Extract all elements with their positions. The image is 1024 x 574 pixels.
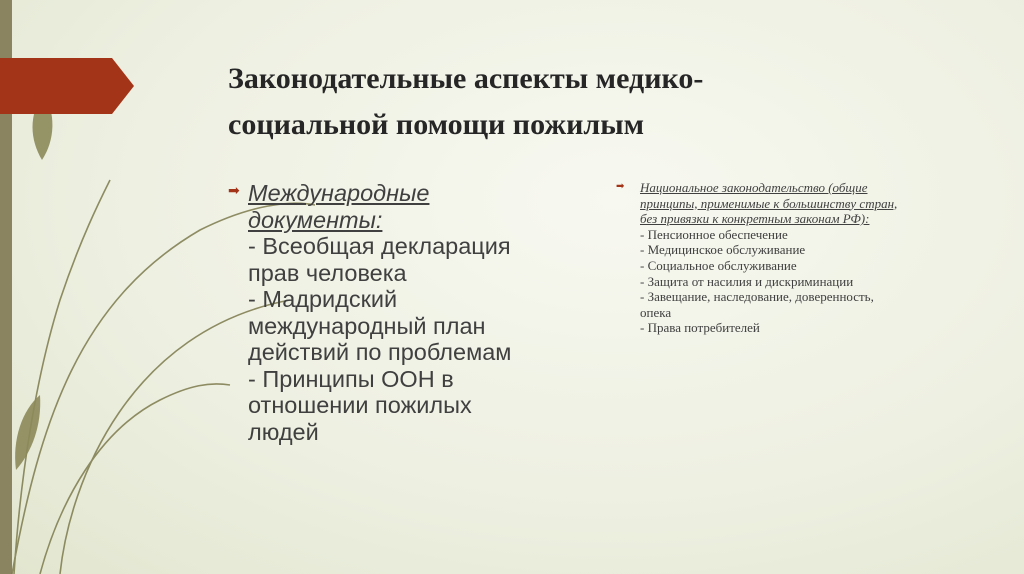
international-docs-heading (248, 180, 511, 233)
arrow-bullet-icon: ➡ (228, 184, 240, 199)
list-item: - Принципы ООН в (248, 365, 454, 392)
list-item: отношении пожилых (248, 392, 472, 418)
title-arrow-band (0, 58, 134, 114)
list-item: людей (248, 418, 319, 445)
heading-line: Национальное законодательство (общие (640, 180, 868, 195)
list-item: международный план (248, 312, 486, 339)
heading-line-2: документы: (248, 206, 383, 233)
list-item: - Защита от насилия и дискриминации (640, 273, 854, 289)
international-docs-list (248, 233, 511, 445)
heading-line-1: Международные (248, 180, 430, 206)
title-line-2: социальной помощи пожилым (228, 108, 645, 141)
national-law-list (640, 227, 897, 336)
list-item: - Права потребителей (640, 320, 760, 336)
heading-line: без привязки к конкретным законам РФ): (640, 211, 870, 227)
list-item: - Завещание, наследование, доверенность, (640, 289, 874, 305)
national-law-heading (640, 180, 897, 227)
arrow-bullet-icon: ➡ (616, 181, 625, 192)
right-column (616, 180, 976, 336)
list-item: действий по проблемам (248, 339, 512, 365)
list-item: - Пенсионное обеспечение (640, 226, 788, 242)
list-item: - Всеобщая декларация (248, 233, 511, 259)
list-item: - Медицинское обслуживание (640, 242, 806, 258)
slide-title (228, 56, 868, 148)
list-item: прав человека (248, 259, 407, 286)
list-item: опека (640, 304, 672, 320)
heading-line: принципы, применимые к большинству стран, (640, 195, 898, 211)
list-item: - Мадридский (248, 286, 398, 312)
title-line-1: Законодательные аспекты медико- (228, 62, 704, 95)
left-column (228, 180, 578, 445)
list-item: - Социальное обслуживание (640, 257, 797, 273)
